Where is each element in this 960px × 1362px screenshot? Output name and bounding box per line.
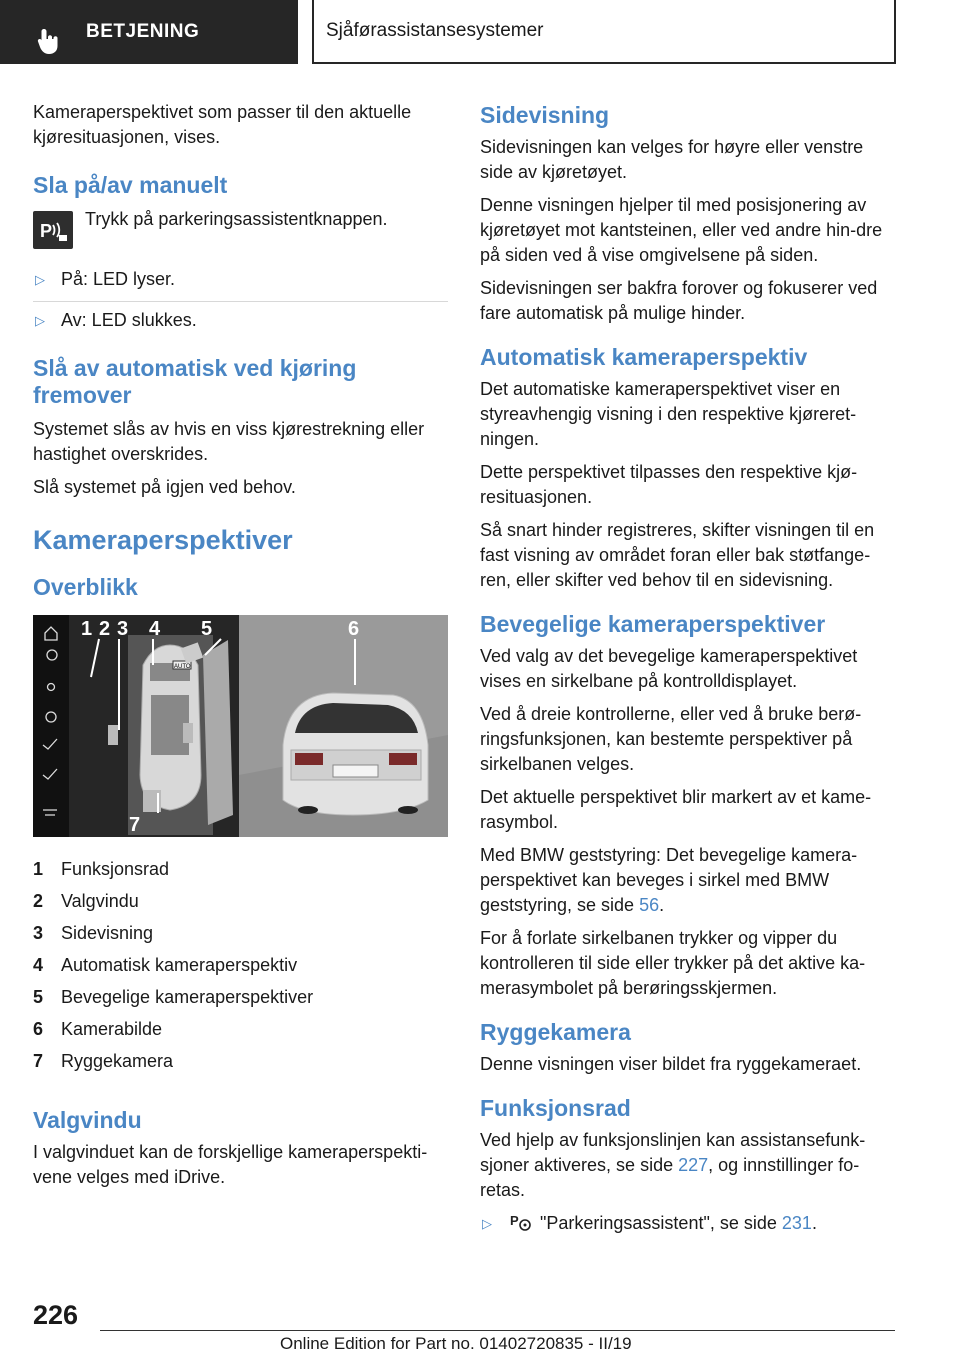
- callout-5: 5: [201, 618, 213, 640]
- chapter-title: BETJENING: [86, 21, 200, 42]
- hand-icon: [36, 27, 62, 55]
- auto-camera-paragraph-2: Dette perspektivet tilpasses den respektive kjø-resituasjonen.: [480, 462, 858, 507]
- footer-rule: [100, 1330, 895, 1331]
- heading-side-view: Sidevisning: [480, 102, 610, 128]
- heading-selection-window: Valgvindu: [33, 1107, 142, 1133]
- callout-2: 2: [99, 618, 111, 640]
- side-view-paragraph-1: Sidevisningen kan velges for høyre eller venstre side av kjøretøyet.: [480, 137, 864, 182]
- rear-camera-paragraph: Denne visningen viser bildet fra ryggekameraet.: [480, 1054, 862, 1074]
- legend-item: 6 Kamerabilde: [33, 1019, 163, 1039]
- section-tab: [312, 0, 896, 64]
- legend-item: 5 Bevegelige kameraperspektiver: [33, 987, 314, 1007]
- legend-item: 2 Valgvindu: [33, 891, 139, 911]
- auto-camera-paragraph-3: Så snart hinder registreres, skifter visningen til en fast visning av området foran eller bak støtfange-ren, eller skifter ved behov til en sidevisning.: [480, 520, 875, 590]
- auto-off-paragraph-2: Slå systemet på igjen ved behov.: [33, 477, 296, 497]
- function-bar-paragraph: Ved hjelp av funksjonslinjen kan assistansefunk-sjoner aktiveres, se side 227, og innstillinger fo-retas.: [480, 1130, 866, 1200]
- callout-6: 6: [348, 618, 360, 640]
- legend-item: 7 Ryggekamera: [33, 1051, 174, 1071]
- heading-camera-perspectives: Kameraperspektiver: [33, 525, 293, 555]
- heading-rear-camera: Ryggekamera: [480, 1019, 631, 1045]
- callout-7: 7: [129, 814, 141, 836]
- heading-auto-camera: Automatisk kameraperspektiv: [480, 344, 808, 370]
- side-view-paragraph-2: Denne visningen hjelper til med posisjonering av kjøretøyet mot kantsteinen, eller ved andre hin-dre på siden ved å vise omgivelsene på siden.: [480, 195, 883, 265]
- movable-paragraph-2: Ved å dreie kontrollerne, eller ved å bruke berø-ringsfunksjonen, kan bestemte perspektiver på sirkelbanen velges.: [480, 704, 862, 774]
- movable-paragraph-3: Det aktuelle perspektivet blir markert av et kame-rasymbol.: [480, 787, 872, 832]
- chapter-tab: [0, 0, 298, 64]
- camera-screen-illustration: [33, 615, 448, 837]
- legend-item: 3 Sidevisning: [33, 923, 154, 943]
- parking-assistant-button-icon: [33, 211, 73, 249]
- callout-4: 4: [149, 618, 161, 640]
- svg-text:P: P: [40, 221, 53, 241]
- right-column: [480, 100, 900, 1245]
- auto-badge: AUTO: [174, 664, 191, 670]
- edition-text: Online Edition for Part no. 01402720835 - II/19: [280, 1334, 632, 1353]
- callout-1: 1: [81, 618, 93, 640]
- triangle-bullet-icon: ▷: [482, 1216, 492, 1231]
- side-view-paragraph-3: Sidevisningen ser bakfra forover og fokuserer ved fare automatisk på mulige hinder.: [480, 278, 878, 323]
- heading-movable-camera: Bevegelige kameraperspektiver: [480, 611, 826, 637]
- heading-function-bar: Funksjonsrad: [480, 1095, 631, 1121]
- intro-paragraph: Kameraperspektivet som passer til den aktuelle kjøresituasjonen, vises.: [33, 102, 412, 147]
- legend-item: 4 Automatisk kameraperspektiv: [33, 955, 298, 975]
- callout-3: 3: [117, 618, 129, 640]
- button-instruction-text: Trykk på parkeringsassistentknappen.: [85, 209, 388, 229]
- triangle-bullet-icon: ▷: [35, 272, 45, 287]
- triangle-bullet-icon: ▷: [35, 313, 45, 328]
- page-link-231[interactable]: 231: [781, 1213, 812, 1233]
- figure-legend: [33, 853, 448, 1077]
- page-link-227[interactable]: 227: [678, 1155, 709, 1175]
- page-number: 226: [33, 1300, 79, 1330]
- heading-manual: Sla på/av manuelt: [33, 172, 228, 198]
- svg-text:P: P: [510, 1213, 519, 1228]
- page-link-56[interactable]: 56: [639, 895, 660, 915]
- movable-paragraph-5: For å forlate sirkelbanen trykker og vipper du kontrolleren til side eller trykker på det aktive ka-merasymbolet på berøringsskjermen.: [480, 928, 866, 998]
- auto-off-paragraph-1: Systemet slås av hvis en viss kjørestrekning eller hastighet overskrides.: [33, 419, 425, 464]
- movable-paragraph-1: Ved valg av det bevegelige kameraperspektivet vises en sirkelbane på kontrolldisplayet.: [480, 646, 858, 691]
- bullet-off: ▷ Av: LED slukkes.: [33, 301, 448, 333]
- section-title: Sjåførassistansesystemer: [326, 20, 544, 41]
- legend-item: 1 Funksjonsrad: [33, 859, 170, 879]
- parking-assistant-icon: [508, 1211, 534, 1233]
- bullet-on: ▷ På: LED lyser.: [33, 267, 448, 292]
- movable-paragraph-4: Med BMW geststyring: Det bevegelige kamera-perspektivet kan beveges i sirkel med BMW geststyring, se side 56.: [480, 845, 858, 915]
- parking-button-instruction: [33, 207, 448, 249]
- heading-overview: Overblikk: [33, 574, 138, 600]
- left-column: [33, 100, 448, 1198]
- camera-view-figure: [33, 615, 448, 837]
- selection-window-paragraph: I valgvinduet kan de forskjellige kameraperspekti-vene velges med iDrive.: [33, 1142, 428, 1187]
- auto-camera-paragraph-1: Det automatiske kameraperspektivet viser en styreavhengig visning i den respektive kjøreret-ningen.: [480, 379, 857, 449]
- heading-auto-off: Slå av automatisk ved kjøring fremover: [33, 355, 357, 408]
- bullet-parking-assistant: ▷ P "Parkeringsassistent", se side 231.: [480, 1211, 900, 1236]
